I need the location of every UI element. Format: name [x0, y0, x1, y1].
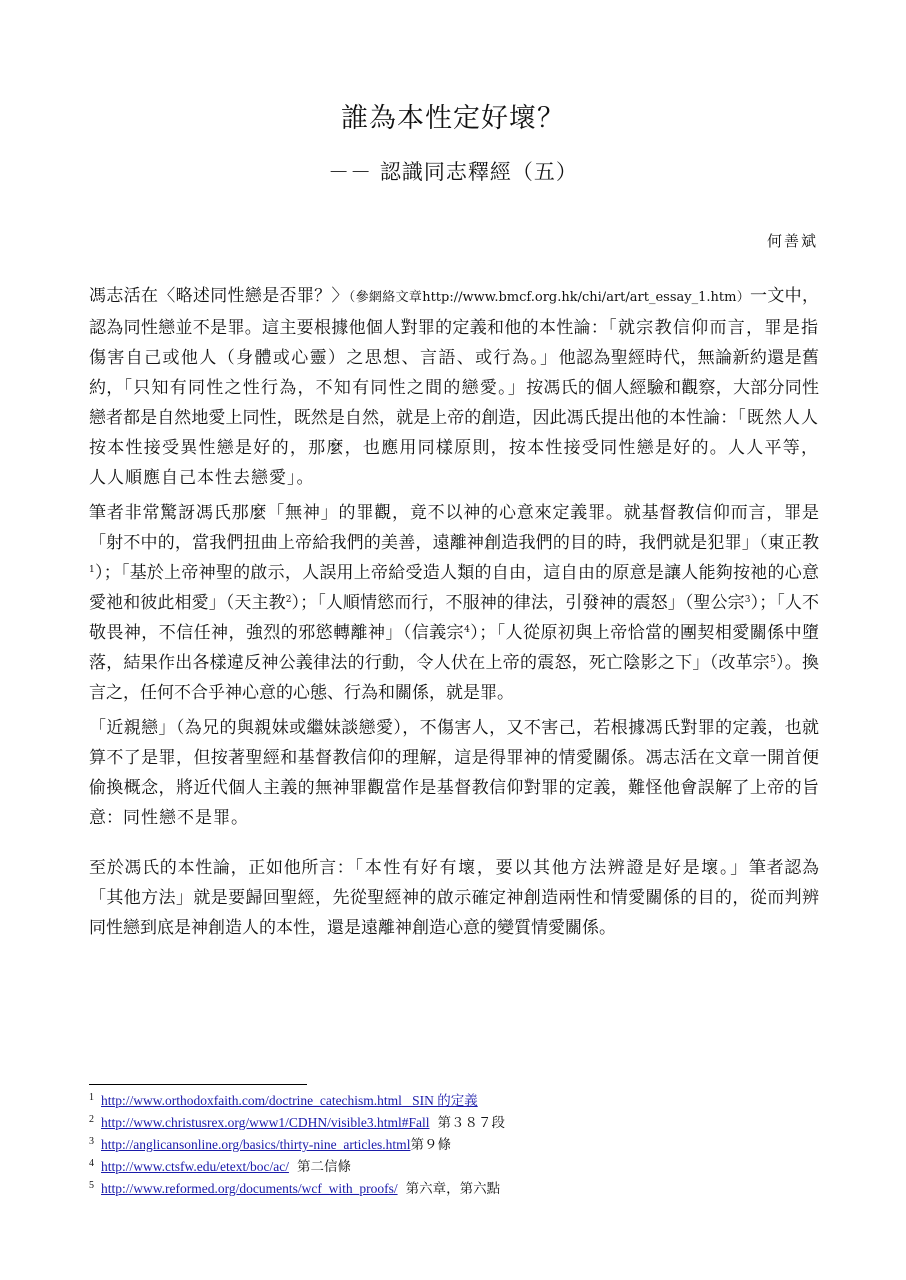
p2-text-f: ）。換言之，任何不合乎神心意的心態、行為和關係，就是罪。 [89, 653, 820, 703]
p3-text-a: 「近親戀」（為兄的與親妹或繼妹談戀愛），不傷害人，又不害己，若根據馮氏對罪的定義，也就算不了是罪，但按著聖經和基督教信仰的理解，這是得罪神的情愛關係。馮志活在文章一開首便偷換概念，將近代個人主義的無神罪觀當作是基督教信仰對罪的定義，難怪他會誤解了上帝的旨意： [89, 718, 819, 828]
paragraph-2 [89, 498, 819, 708]
p1-text-d: 他認為聖經時代，無論新約還是舊約， [89, 348, 820, 398]
footnote-2: 2 http://www.christusrex.org/www1/CDHN/visible3.html#Fall 第３８７段 [89, 1114, 505, 1130]
footnote-ref-4[interactable]: 4 [464, 625, 470, 635]
footnote-link[interactable]: http://www.ctsfw.edu/etext/boc/ac/ [101, 1159, 289, 1174]
p3-quote: 同性戀不是罪。 [123, 808, 249, 828]
footnote-ref-3[interactable]: 3 [744, 595, 751, 605]
paragraph-3 [89, 713, 819, 833]
footnote-4: 4 http://www.ctsfw.edu/etext/boc/ac/ 第二信條 [89, 1158, 351, 1174]
footnote-link[interactable]: http://anglicansonline.org/basics/thirty-nine_articles.html [101, 1137, 411, 1152]
footnote-ref-5[interactable]: 5 [770, 655, 776, 665]
footnote-separator [89, 1084, 307, 1085]
footnote-link[interactable]: http://www.reformed.org/documents/wcf_with_proofs/ [101, 1181, 398, 1196]
footnote-ref-1[interactable]: 1 [89, 565, 95, 575]
p2-text-a: 筆者非常驚訝馮氏那麼「無神」的罪觀，竟不以神的心意來定義罪。就基督教信仰而言，罪是「射不中的，當我們扭曲上帝給我們的美善，遠離神創造我們的目的時，我們就是犯罪」（東正教 [89, 503, 819, 553]
p1-quote-2: 「只知有同性之性行為，不知有同性之間的戀愛。」 [123, 378, 527, 398]
p4-quote: 「本性有好有壞，要以其他方法辨證是好是壞。」 [354, 858, 749, 878]
footnote-link[interactable]: http://www.christusrex.org/www1/CDHN/visible3.html#Fall [101, 1115, 430, 1130]
p1-reference: （參網絡文章http://www.bmcf.org.hk/chi/art/art_essay_1.htm） [348, 290, 751, 305]
footnote-ref-2[interactable]: 2 [285, 595, 292, 605]
p2-text-b: ）；「基於上帝神聖的啟示，人誤用上帝給受造人類的自由，這自由的原意是讓人能夠按祂的心意愛祂和彼此相愛」（天主教 [89, 563, 819, 613]
p1-text-f: 。 [296, 468, 314, 488]
footnote-5: 5 http://www.reformed.org/documents/wcf_with_proofs/ 第六章，第六點 [89, 1180, 501, 1196]
footnote-note: 第３８７段 [437, 1115, 505, 1130]
p2-text-c: ）；「人順情慾而行，不服神的律法，引發神的震怒」（聖公宗 [291, 593, 745, 613]
footnote-note: 第六章，第六點 [405, 1181, 501, 1196]
footnotes [89, 1090, 789, 1200]
document-title: 誰為本性定好壞？ [341, 103, 565, 134]
footnote-link[interactable]: http://www.orthodoxfaith.com/doctrine_catechism.html SIN 的定義 [101, 1093, 478, 1108]
p1-quote-3: 「既然人人按本性接受異性戀是好的，那麼，也應用同樣原則，按本性接受同性戀是好的。人人平等，人人順應自己本性去戀愛」 [89, 408, 820, 488]
footnote-1: 1 http://www.orthodoxfaith.com/doctrine_catechism.html SIN 的定義 [89, 1092, 478, 1108]
p4-text-b: 筆者認為「其他方法」就是要歸回聖經，先從聖經神的啟示確定神創造兩性和情愛關係的目的，從而判辨同性戀到底是神創造人的本性，還是遠離神創造心意的變質情愛關係。 [89, 858, 820, 938]
p4-text-a: 至於馮氏的本性論，正如他所言： [89, 858, 355, 878]
document-subtitle: －－ 認識同志釋經（五） [328, 160, 578, 184]
footnote-3: 3 http://anglicansonline.org/basics/thirty-nine_articles.html第９條 [89, 1136, 451, 1152]
footnote-note: 第二信條 [296, 1159, 351, 1174]
p1-text-a: 馮志活在〈略述同性戀是否罪？〉 [89, 286, 349, 306]
p2-text-d: ）；「人不敬畏神，不信任神，強烈的邪慾轉離神」（信義宗 [89, 593, 820, 643]
p1-text-c: 一文中，認為同性戀並不是罪。這主要根據他個人對罪的定義和他的本性論： [89, 286, 820, 338]
p1-quote-1: 「就宗教信仰而言，罪是指傷害自己或他人（身體或心靈）之思想、言語、或行為。」 [89, 318, 820, 368]
footnote-note: 第９條 [410, 1137, 451, 1152]
p2-text-e: ）；「人從原初與上帝恰當的團契相愛關係中墮落，結果作出各樣違反神公義律法的行動，令人伏在上帝的震怒，死亡陰影之下」（改革宗 [89, 623, 820, 673]
paragraph-1 [89, 281, 819, 493]
paragraph-4 [89, 853, 819, 943]
author-name: 何善斌 [766, 232, 818, 250]
p1-text-e: 按馮氏的個人經驗和觀察，大部分同性戀者都是自然地愛上同性，既然是自然，就是上帝的創造，因此馮氏提出他的本性論： [89, 378, 820, 428]
